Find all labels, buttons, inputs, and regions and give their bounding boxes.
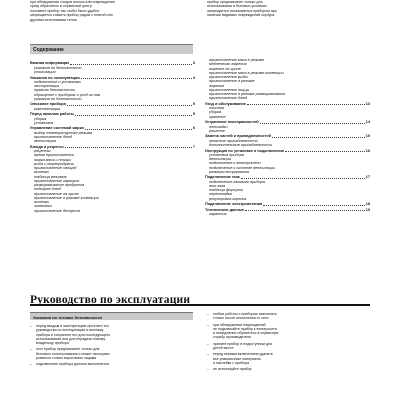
toc-entry-page: 14 [365, 120, 370, 125]
text-line: – этот прибор предназначен только для [36, 347, 100, 352]
toc-leader-dots [70, 64, 191, 65]
toc-entry-title: приготовление в режиме размораживания [209, 92, 286, 96]
toc-entry-page: 5 [192, 102, 195, 107]
toc-entry-title: приготовление десертов [34, 208, 81, 213]
text-line: все упаковочные материалы [213, 356, 261, 361]
text-line: руководство по эксплуатации и монтажу [36, 328, 104, 333]
text-line: детей месте [213, 346, 234, 351]
text-line: использования в бытовых условиях [207, 4, 267, 9]
toc-entry-title: указания по безопасности [34, 65, 82, 70]
toc-entry-title: Указания по эксплуатации [30, 75, 80, 80]
text-line: наличии видимых повреждений корпуса [207, 13, 275, 18]
toc-entry-page: 15 [365, 134, 370, 139]
toc-entry-page: 13 [365, 101, 370, 106]
text-line: роваться только взрослыми лицами [36, 356, 97, 361]
manual-title: Руководство по эксплуатации [30, 294, 191, 306]
text-line: использования или для передачи новому [36, 336, 106, 341]
text-line: – при обнаружении повреждений [213, 322, 266, 327]
text-line: другими источниками тепла [30, 17, 77, 22]
toc-entry-page: 5 [192, 112, 195, 117]
toc-entry-title: Управление системой жарки [30, 126, 84, 131]
toc-leader-dots [85, 129, 192, 130]
text-line: при обнаружении следов износа или повреждения [30, 0, 115, 4]
text-line: запрещается пользоваться прибором при [207, 8, 277, 13]
toc-subentry [30, 97, 195, 101]
manual-title-block [30, 290, 370, 306]
safety-bullet-item [30, 347, 193, 360]
safety-bullet-item [207, 312, 370, 321]
toc-entry-title: вентиляция [209, 157, 231, 162]
toc-entry-title: комплектация [34, 106, 61, 111]
toc-entry-title: приготовление на гриле [34, 191, 79, 196]
toc-entry-page: 18 [365, 202, 370, 207]
toc-entry-title: выбор температурного режима [34, 130, 93, 135]
toc-entry-title: размораживание продуктов [34, 183, 85, 188]
toc-entry-title: приготовление гарниров [34, 178, 80, 183]
toc-leader-dots [260, 123, 365, 124]
toc-entry-title: запасные принадлежности [209, 138, 258, 143]
toc-entry-page: 7 [192, 144, 195, 149]
toc-entry-title: запеканки [34, 204, 52, 209]
toc-entry-title: Замена частей и принадлежностей [205, 134, 271, 139]
toc-entry-title: Устранение неисправностей [205, 120, 259, 125]
toc-entry-page: 6 [192, 126, 195, 131]
toc-leader-dots [247, 104, 365, 105]
text-line: – перед вводом в эксплуатацию прочтите это [36, 324, 109, 328]
top-text-right-column [207, 0, 370, 22]
toc-entry-page: 17 [365, 175, 370, 180]
toc-entry-title: приготовление мяса в режиме конвекции [209, 70, 284, 75]
toc-entry-title: вентиляция [34, 139, 56, 144]
toc-entry-title: Описание прибора [30, 102, 66, 107]
toc-entry-title: регулировка горелок [209, 196, 247, 201]
toc-leader-dots [81, 78, 192, 79]
toc-subentry [205, 129, 370, 133]
toc-entry-title: решение [209, 128, 225, 133]
toc-entry-title: дополнительные принадлежности [209, 142, 272, 147]
toc-entry-title: таблица режимов [34, 174, 67, 179]
toc-entry-title: таблица форсунок [209, 188, 244, 193]
toc-entry-title: Важная информация [30, 61, 70, 66]
toc-entry-title: гарантия [209, 212, 227, 217]
text-line: владельцу прибора [36, 341, 69, 346]
toc-entry-title: установка [34, 120, 54, 125]
toc-entry-title: приготовление блюд [209, 96, 248, 101]
text-line: – любые работы с прибором выполнять [213, 312, 277, 316]
toc-entry-title: жарка мяса и птицы [34, 157, 71, 162]
table-of-contents-left [30, 60, 195, 213]
table-of-contents-right [205, 58, 370, 216]
toc-entry-title: рецепты [34, 149, 51, 154]
toc-entry-title: приготовление блюд [34, 134, 73, 139]
toc-subentry [205, 96, 370, 100]
toc-entry-title: Блюда и рецепты [30, 144, 64, 149]
toc-entry-title: приготовление мяса в режиме [209, 58, 265, 62]
toc-entry-title: Уход и обслуживание [205, 101, 246, 106]
toc-entry-title: тип газа [209, 183, 226, 188]
top-continuation-text [30, 0, 370, 22]
text-line: – перед первым включением удалите [213, 352, 273, 357]
toc-leader-dots [285, 151, 365, 152]
toc-entry-page: 3 [192, 61, 195, 66]
toc-entry-title: эксплуатация [34, 84, 60, 89]
text-line: не подключайте прибор к электросети [213, 326, 277, 331]
toc-subentry [205, 115, 370, 119]
toc-entry-title: подключение газового прибора [209, 179, 265, 184]
text-line: – подключение прибора должно выполняться [36, 362, 110, 367]
safety-text-right-column [207, 312, 370, 374]
text-line: сразу обратитесь в сервисный центр [30, 4, 92, 9]
toc-entry-title: уборка [34, 116, 47, 121]
toc-entry-title: подключение к системе вентиляции [209, 165, 276, 170]
toc-entry-title: установка прибора [209, 152, 244, 157]
toc-leader-dots [67, 105, 192, 106]
toc-entry-title: очистка [209, 106, 224, 111]
safety-text-left-column [30, 324, 193, 369]
toc-entry-title: утилизация [34, 69, 56, 74]
toc-entry-title: приготовление рыбы [209, 75, 248, 79]
safety-bullet-item [207, 323, 370, 340]
text-line: бытового использования и может эксплуати- [36, 351, 111, 356]
toc-entry-title: указания по безопасности [34, 96, 82, 101]
toc-entry-title: выпечка [34, 170, 49, 175]
toc-entry-title: правила безопасности [34, 88, 76, 93]
toc-entry-title: приготовление овощей [34, 166, 77, 171]
toc-leader-dots [65, 147, 192, 148]
toc-subentry [205, 212, 370, 216]
toc-entry-title: приготовление в режиме [209, 79, 255, 84]
toc-subentry [30, 121, 195, 125]
toc-entry-page: 19 [365, 207, 370, 212]
toc-entry [205, 202, 370, 206]
text-line: прибор предназначен только для [207, 0, 263, 4]
text-line: поставьте прибор так чтобы было удобно [30, 8, 100, 13]
toc-entry-title: уборка [209, 110, 222, 115]
safety-bullet-item [207, 342, 370, 351]
text-line: службу производителя [213, 335, 251, 340]
toc-entry-title: выпечка [34, 200, 49, 205]
safety-heading: Указания по технике безопасности [33, 314, 102, 320]
toc-entry-title: рыба и морепродукты [34, 161, 75, 166]
toc-entry-title: Технические данные [205, 207, 245, 212]
safety-bullet-item [30, 324, 193, 345]
toc-entry-title: Подключение газа [205, 175, 240, 180]
toc-leader-dots [241, 178, 365, 179]
toc-subentry [205, 143, 370, 147]
safety-bullet-item [207, 352, 370, 365]
toc-leader-dots [75, 115, 192, 116]
safety-bullet-item [30, 362, 193, 366]
toc-entry-title: переналадка [209, 192, 232, 197]
toc-subentry [30, 139, 195, 143]
safety-heading-bar [30, 312, 193, 320]
toc-leader-dots [263, 205, 364, 206]
toc-entry-title: подключение к электросети [209, 161, 261, 166]
toc-entry-title: хранение [209, 114, 226, 119]
toc-leader-dots [272, 137, 365, 138]
top-text-left-column [30, 0, 193, 22]
toc-subentry [205, 197, 370, 201]
contents-heading-bar [30, 44, 193, 54]
toc-entry-title: приготовление пиццы [209, 87, 250, 92]
toc-subentry [205, 170, 370, 174]
toc-entry-title: Инструкция по установке и подключению [205, 148, 284, 153]
text-line: и немедленно обратитесь в сервисную [213, 331, 279, 336]
text-line: и наклейки с прибора [213, 360, 250, 365]
toc-entry-title: жарение на гриле [209, 66, 241, 71]
toc-entry-title: медленного жарения [209, 62, 247, 67]
toc-entry-title: Перед началом работы [30, 112, 74, 117]
toc-entry-title: подогрев блюд [34, 187, 61, 192]
toc-entry-title: обращение с прибором и уход за ним [34, 92, 101, 97]
toc-entry-page: 16 [365, 148, 370, 153]
text-line: запрещается ставить прибор рядом с плитой или [30, 13, 113, 18]
toc-entry-title: приготовление в режиме конвекции [34, 195, 99, 200]
safety-bullet-item [207, 367, 370, 371]
toc-entry-title: неполадки [209, 124, 228, 129]
toc-subentry [30, 209, 195, 213]
text-line: – не используйте прибор [213, 367, 252, 372]
text-line: прибора и сохраните его для последующего [36, 332, 111, 337]
toc-entry-title: жарения [209, 83, 225, 88]
toc-entry-page: 3 [192, 75, 195, 80]
toc-leader-dots [245, 210, 365, 211]
toc-entry-title: Подключение электропитания [205, 202, 263, 207]
toc-entry-title: подключение и установка [34, 79, 81, 84]
text-line: – храните прибор в недоступном для [213, 341, 273, 346]
text-line: только после отключения от сети [213, 316, 269, 321]
toc-entry-title: размеры встраивания [209, 169, 250, 174]
toc-entry-title: время приготовления [34, 153, 74, 158]
contents-heading: Содержание [33, 47, 64, 53]
toc-subentry [30, 70, 195, 74]
toc-subentry [30, 107, 195, 111]
